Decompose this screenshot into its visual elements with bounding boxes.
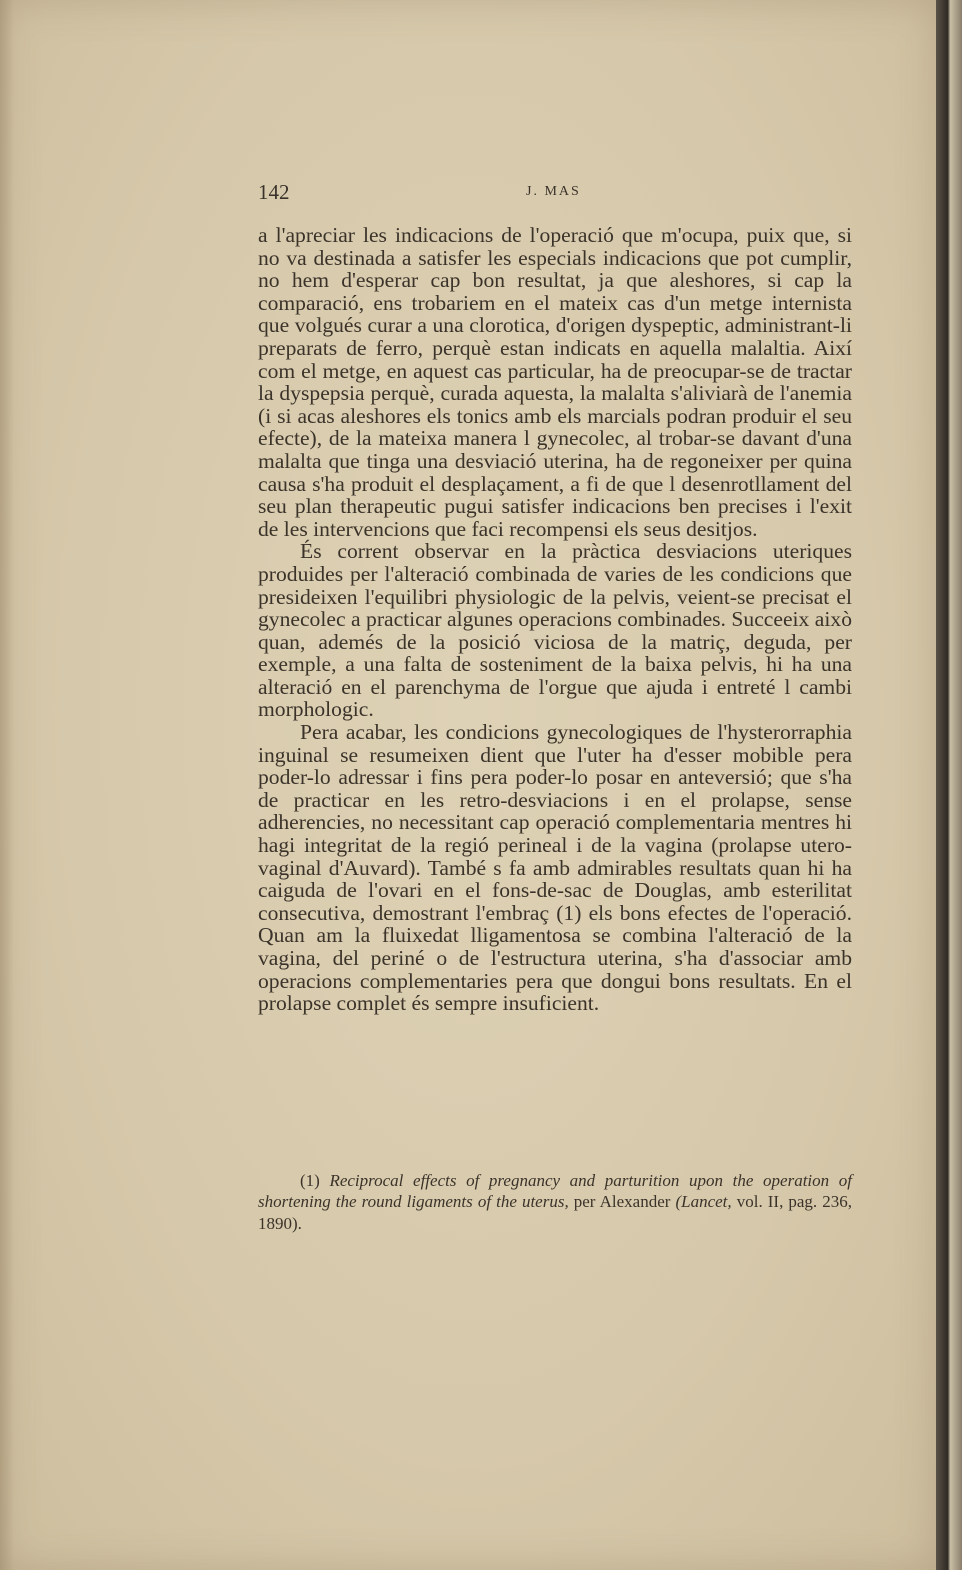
paragraph: És corrent observar en la pràctica desviacions uteriques produides per l'alteració combinada de varies de les condicions que presideixen l'equilibri physiologic de la pelvis, veient-se precisat el gynecolec a practicar algunes operacions combinades. Succeeix això quan, ademés de la posició viciosa de la matriç, deguda, per exemple, a una falta de sosteniment de la baixa pelvis, hi ha una alteració en el parenchyma de l'orgue que ajuda i entreté l cambi morphologic. <box>258 539 852 722</box>
footnote-marker: (1) <box>300 1171 320 1190</box>
running-head <box>258 180 852 208</box>
page-number: 142 <box>258 180 290 204</box>
page-fold-shadow <box>0 0 14 1570</box>
footnote-journal: (Lancet, <box>675 1192 732 1212</box>
body-text <box>258 224 852 1015</box>
footnote-citation: vol. II, pag. 236, 1890). <box>258 1192 852 1233</box>
scan-edge <box>936 0 962 1570</box>
paragraph: a l'apreciar les indicacions de l'operació que m'ocupa, puix que, si no va destinada a satisfer les especials indicacions que pot cumplir, no hem d'esperar cap bon resultat, ja que aleshores, si cap la comparació, ens trobariem en el mateix cas d'un metge internista que volgués curar a una clorotica, d'origen dyspeptic, administrant-li preparats de ferro, perquè estan indicats en aquella malaltia. Així com el metge, en aquest cas particular, ha de preocupar-se de tractar la dyspepsia perquè, curada aquesta, la malalta s'aliviarà de l'anemia (i si acas aleshores els tonics amb els marcials podran produir el seu efecte), de la mateixa manera l gynecolec, al trobar-se davant d'una malalta que tinga una desviació uterina, ha de regoneixer per quina causa s'ha produit el desplaçament, a fi de que l desenrotllament del seu plan therapeutic pugui satisfer indicacions ben precises i l'exit de les intervencions que faci recompensi els seus desitjos. <box>258 223 852 541</box>
footnote-title: Reciprocal effects of pregnancy and parturition upon the operation of shortening the round ligaments of the uterus, <box>258 1171 852 1212</box>
paragraph: Pera acabar, les condicions gynecologiques de l'hysterorraphia inguinal se resumeixen dient que l'uter ha d'esser mobible pera poder-lo adressar i fins pera poder-lo posar en anteversió; que s'ha de practicar en les retro-desviacions i en el prolapse, sense adherencies, no necessitant cap operació complementaria mentres hi hagi integritat de la regió perineal i de la vagina (prolapse utero-vaginal d'Auvard). També s fa amb admirables resultats quan hi ha caiguda de l'ovari en el fons-de-sac de Douglas, amb esterilitat consecutiva, demostrant l'embraç (1) els bons efectes de l'operació. Quan am la fluixedat lligamentosa se combina l'alteració de la vagina, del periné o de l'estructura uterina, s'ha d'associar amb operacions complementaries pera que dongui bons resultats. En el prolapse complet és sempre insuficient. <box>258 720 852 1016</box>
footnote-author: per Alexander <box>573 1192 671 1212</box>
running-head-author: J. MAS <box>526 184 581 199</box>
footnote <box>258 1170 852 1234</box>
